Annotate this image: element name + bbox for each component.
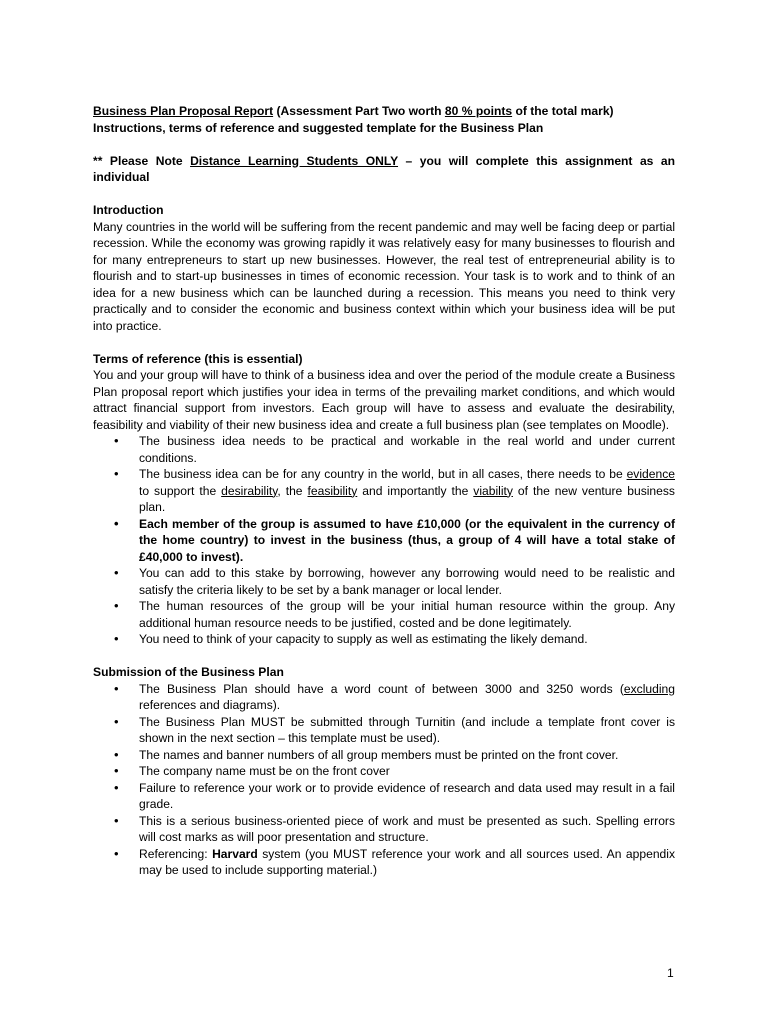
list-item-text: The Business Plan MUST be submitted through Turnitin (and include a template front cover is shown in the next section – this template must be used). <box>139 714 675 745</box>
bullet-icon: • <box>114 713 119 729</box>
distance-learning-note <box>93 153 675 186</box>
list-item <box>93 813 675 846</box>
bullet-icon: • <box>114 515 119 531</box>
document-page <box>93 103 675 879</box>
list-item <box>93 565 675 598</box>
term-viability: viability <box>473 483 513 498</box>
title-mid: (Assessment Part Two worth <box>273 104 445 118</box>
list-item <box>93 598 675 631</box>
list-item <box>93 433 675 466</box>
term-evidence: evidence <box>626 467 675 481</box>
list-item-text: The names and banner numbers of all group members must be printed on the front cover. <box>139 747 619 762</box>
list-item <box>93 846 675 879</box>
bullet-icon: • <box>114 565 119 580</box>
list-item-text-a: Referencing: <box>139 846 213 861</box>
bullet-icon: • <box>114 466 119 481</box>
list-item-text: The human resources of the group will be your initial human resource within the group. Any additional human resource needs to be justified, costed and be done legitimately. <box>139 599 675 630</box>
term-desirability: desirability <box>221 483 278 498</box>
bullet-icon: • <box>114 812 119 828</box>
list-item-text-b: to support the <box>139 483 222 498</box>
list-item-text-c: , the <box>277 483 308 498</box>
list-item-text: Failure to reference your work or to provide evidence of research and data used may result in a fail grade. <box>139 780 675 811</box>
bullet-icon: • <box>114 433 119 448</box>
list-item-text-a: The Business Plan should have a word count of between 3000 and 3250 words ( <box>139 681 624 696</box>
list-item <box>93 466 675 516</box>
list-item-text-b: references and diagrams). <box>139 698 281 712</box>
list-item-text: You can add to this stake by borrowing, however any borrowing would need to be realistic and satisfy the criteria likely to be set by a bank manager or local lender. <box>139 566 675 597</box>
note-highlight: Distance Learning Students ONLY <box>190 153 399 168</box>
list-item <box>93 747 675 764</box>
introduction-body: Many countries in the world will be suffering from the recent pandemic and may well be facing deep or partial recession. While the economy was growing rapidly it was relatively easy for many businesses to flourish and for many entrepreneurs to start up new businesses. However, the real test of entrepreneurial ability is to flourish and to start-up businesses in times of economic recession. Your task is to work and to think of an idea for a new business which can be launched during a recession. This means you need to think very practically and to consider the economic and business context within which your business idea will be put into practice. <box>93 219 675 333</box>
title-main: Business Plan Proposal Report <box>93 104 274 118</box>
list-item-text-e: of the new venture business plan. <box>139 483 675 514</box>
terms-heading: Terms of reference (this is essential) <box>93 351 303 366</box>
bullet-icon: • <box>114 763 119 778</box>
submission-list <box>93 681 675 879</box>
document-title <box>93 103 675 120</box>
term-harvard: Harvard <box>212 846 258 861</box>
list-item-text: The business idea needs to be practical and workable in the real world and under current conditions. <box>139 434 675 465</box>
list-item-text-a: The business idea can be for any country in the world, but in all cases, there needs to be <box>139 467 627 481</box>
list-item <box>93 516 675 566</box>
term-excluding: excluding <box>623 681 675 696</box>
document-subtitle: Instructions, terms of reference and suggested template for the Business Plan <box>93 120 544 135</box>
bullet-icon: • <box>114 746 119 762</box>
term-feasibility: feasibility <box>307 483 358 498</box>
list-item <box>93 763 675 780</box>
title-end: of the total mark) <box>512 104 614 118</box>
list-item-text: Each member of the group is assumed to have £10,000 (or the equivalent in the currency of the home country) to invest in the business (thus, a group of 4 will have a total stake of £40,000 to invest). <box>139 516 675 564</box>
list-item <box>93 780 675 813</box>
bullet-icon: • <box>114 631 119 646</box>
list-item-text: You need to think of your capacity to supply as well as estimating the likely demand. <box>139 632 588 646</box>
title-points: 80 % points <box>444 104 513 118</box>
list-item-text-d: and importantly the <box>357 483 474 498</box>
terms-list <box>93 433 675 648</box>
bullet-icon: • <box>114 779 119 795</box>
note-prefix: ** Please Note <box>93 153 191 168</box>
terms-body: You and your group will have to think of a business idea and over the period of the module create a Business Plan proposal report which justifies your idea in terms of the prevailing market conditions, and which would attract financial support from investors. Each group will have to assess and evaluate the desirability, feasibility and viability of their new business idea and create a full business plan (see templates on Moodle). <box>93 368 675 432</box>
introduction-heading: Introduction <box>93 203 164 217</box>
bullet-icon: • <box>114 680 119 696</box>
bullet-icon: • <box>114 845 119 861</box>
list-item-text-b: system (you MUST reference your work and all sources used. An appendix may be used to include supporting material.) <box>139 846 676 877</box>
list-item-text: This is a serious business-oriented piece of work and must be presented as such. Spelling errors will cost marks as will poor presentation and structure. <box>139 813 675 844</box>
bullet-icon: • <box>114 598 119 613</box>
list-item <box>93 631 675 648</box>
note-suffix: – you will complete this assignment as an individual <box>93 153 675 184</box>
list-item-text: The company name must be on the front cover <box>139 764 390 778</box>
list-item <box>93 714 675 747</box>
page-number: 1 <box>667 966 674 980</box>
list-item <box>93 681 675 714</box>
submission-heading: Submission of the Business Plan <box>93 665 284 679</box>
